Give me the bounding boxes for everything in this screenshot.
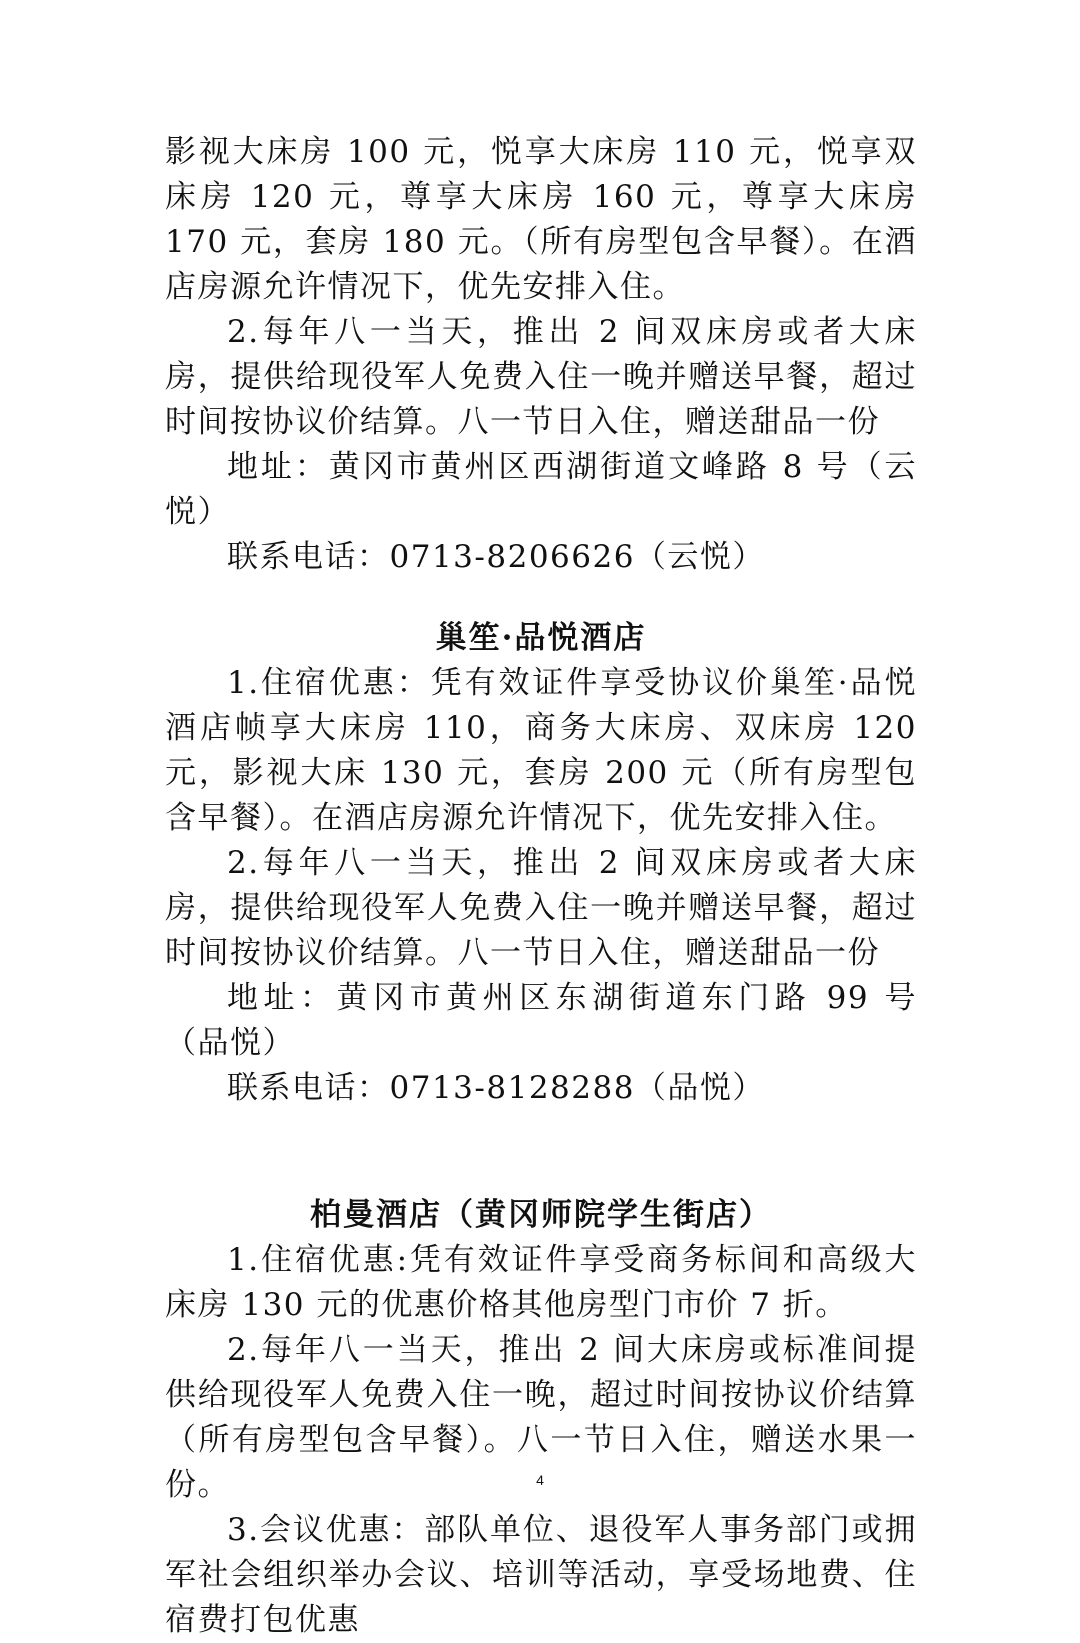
section3-heading: 柏曼酒店（黄冈师院学生街店）	[310, 1197, 772, 1233]
section1-bayi-offer: 2.每年八一当天，推出 2 间双床房或者大床房，提供给现役军人免费入住一晚并赠送早餐，超过时间按协议价结算。八一节日入住，赠送甜品一份	[165, 314, 917, 440]
section2-bayi-offer: 2.每年八一当天，推出 2 间双床房或者大床房，提供给现役军人免费入住一晚并赠送早餐，超过时间按协议价结算。八一节日入住，赠送甜品一份	[165, 845, 917, 971]
section2-lodging-offer: 1.住宿优惠：凭有效证件享受协议价巢笙·品悦酒店帧享大床房 110，商务大床房、双床房 120 元，影视大床 130 元，套房 200 元（所有房型包含早餐）。在酒店房源允许情况下，优先安排入住。	[165, 665, 917, 836]
section3-lodging-offer: 1.住宿优惠:凭有效证件享受商务标间和高级大床房 130 元的优惠价格其他房型门市价 7 折。	[165, 1242, 917, 1323]
document-body	[165, 130, 917, 1643]
section1-room-prices: 影视大床房 100 元，悦享大床房 110 元，悦享双床房 120 元，尊享大床房 160 元，尊享大床房 170 元，套房 180 元。（所有房型包含早餐）。在酒店房源允许情况下，优先安排入住。	[165, 134, 917, 305]
section2-address: 地址：黄冈市黄州区东湖街道东门路 99 号 （品悦）	[165, 980, 917, 1061]
section-spacer	[165, 580, 917, 616]
section-spacer	[165, 1111, 917, 1193]
section1-phone: 联系电话：0713-8206626（云悦）	[227, 539, 765, 575]
section3-bayi-offer: 2.每年八一当天，推出 2 间大床房或标准间提供给现役军人免费入住一晚，超过时间按协议价结算（所有房型包含早餐）。八一节日入住，赠送水果一份。	[165, 1332, 917, 1503]
section2-heading: 巢笙·品悦酒店	[435, 620, 647, 656]
page-number: 4	[536, 1472, 544, 1488]
section1-address: 地址：黄冈市黄州区西湖街道文峰路 8 号（云悦）	[165, 449, 917, 530]
section2-phone: 联系电话：0713-8128288（品悦）	[227, 1070, 765, 1106]
section3-meeting-offer: 3.会议优惠：部队单位、退役军人事务部门或拥军社会组织举办会议、培训等活动，享受场地费、住宿费打包优惠	[165, 1512, 917, 1638]
